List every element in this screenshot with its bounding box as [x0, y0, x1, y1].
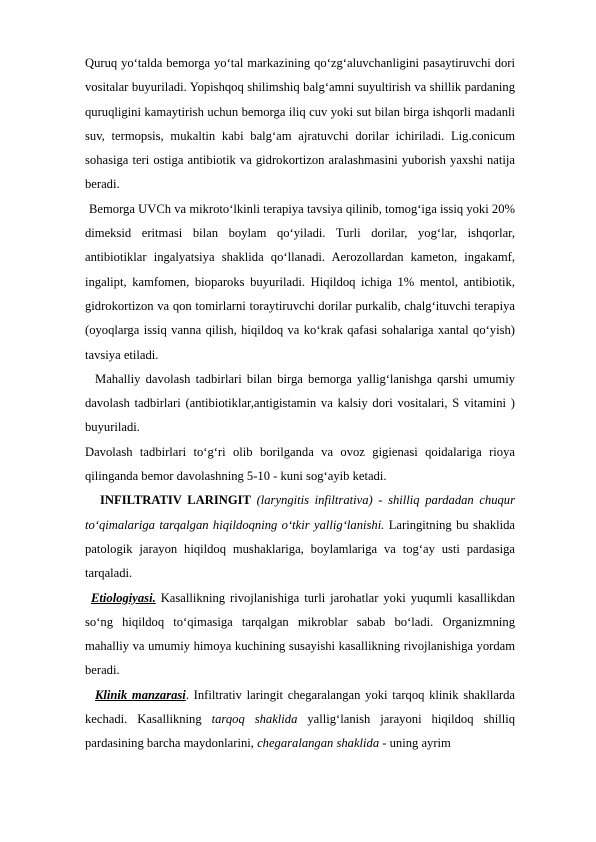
paragraph-text: Laringitning bu shaklida patologik jarayon hiqildoq mushaklariga, boylamlariga va tog‘ay usti pardasiga tarqaladi.: [85, 517, 516, 581]
paragraph-physiotherapy: Bemorga UVCh va mikroto‘lkinli terapiya tavsiya qilinib, tomog‘iga issiq yoki 20% dimeksid eritmasi bilan boylam qo‘yiladi. Turli dorilar, yog‘lar, ishqorlar, antibiotiklar ingalyatsiya shaklida qo‘llanadi. Aerozollardan kameton, ingakamf, ingalipt, kamfomen, bioparoks buyuriladi. Hiqildoq ichiga 1% mentol, antibiotik, gidrokortizon va qon tomirlarni toraytiruvchi dorilar purkalib, chalg‘ituvchi terapiya (oyoqlarga issiq vanna qilish, hiqildoq va ko‘krak qafasi sohalariga xantal qo‘yish) tavsiya etiladi.: [85, 201, 515, 362]
subheading-clinical-picture: Klinik manzarasi: [95, 687, 186, 702]
paragraph-clinical-picture: [85, 683, 515, 756]
paragraph-infiltrative-laryngitis: [85, 488, 515, 585]
paragraph-general-treatment: Mahalliy davolash tadbirlari bilan birga bemorga yallig‘lanishga qarshi umumiy davolash tadbirlari (antibiotiklar,antigistamin va kalsiy dori vositalari, S vitamini ) buyuriladi.: [85, 371, 515, 435]
section-heading-infiltrative-laryngitis: INFILTRATIV LARINGIT: [100, 493, 251, 508]
emphasis-limited-form: chegaralangan shaklida: [257, 736, 380, 751]
paragraph-dry-cough-treatment: Quruq yo‘talda bemorga yo‘tal markazining qo‘zg‘aluvchanligini pasaytiruvchi dori vositalar buyuriladi. Yopishqoq shilimshiq balg‘amni suyultirish va shillik pardaning quruqligini kamaytirish uchun bemorga iliq cuv yoki sut bilan birga ishqorli madanli suv, termopsis, mukaltin kabi balg‘am ajratuvchi dorilar ichiriladi. Lig.conicum sohasiga teri ostiga antibiotik va gidrokortizon aralashmasini yuborish yaxshi natija beradi.: [85, 56, 515, 192]
paragraph-text: - uning ayrim: [379, 736, 451, 751]
latin-definition: (laryngitis infiltrativa) - shilliq pardadan chuqur to‘qimalariga tarqalgan hiqildoqning o‘tkir yallig‘lanishi.: [85, 493, 515, 532]
emphasis-diffuse-form: tarqoq shaklida: [211, 712, 298, 727]
paragraph-text: yallig‘lanish jarayoni hiqildoq shilliq pardasining barcha maydonlarini,: [85, 712, 515, 751]
paragraph-text: Kasallikning rivojlanishiga turli jarohatlar yoki yuqumli kasallikdan so‘ng hiqildoq to‘qimasiga tarqalgan mikroblar sabab bo‘ladi. Organizmning mahalliy va umumiy himoya kuchining susayishi kasallikning rivojlanishiga yordam beradi.: [85, 590, 515, 678]
subheading-etiology: Etiologiyasi.: [91, 590, 156, 605]
paragraph-etiology: [85, 586, 515, 683]
paragraph-text: . Infiltrativ laringit chegaralangan yoki tarqoq klinik shakllarda kechadi. Kasallikning: [85, 687, 515, 727]
paragraph-recovery: Davolash tadbirlari to‘g‘ri olib borilganda va ovoz gigienasi qoidalariga rioya qilinganda bemor davolashning 5-10 - kuni sog‘ayib ketadi.: [85, 444, 515, 484]
